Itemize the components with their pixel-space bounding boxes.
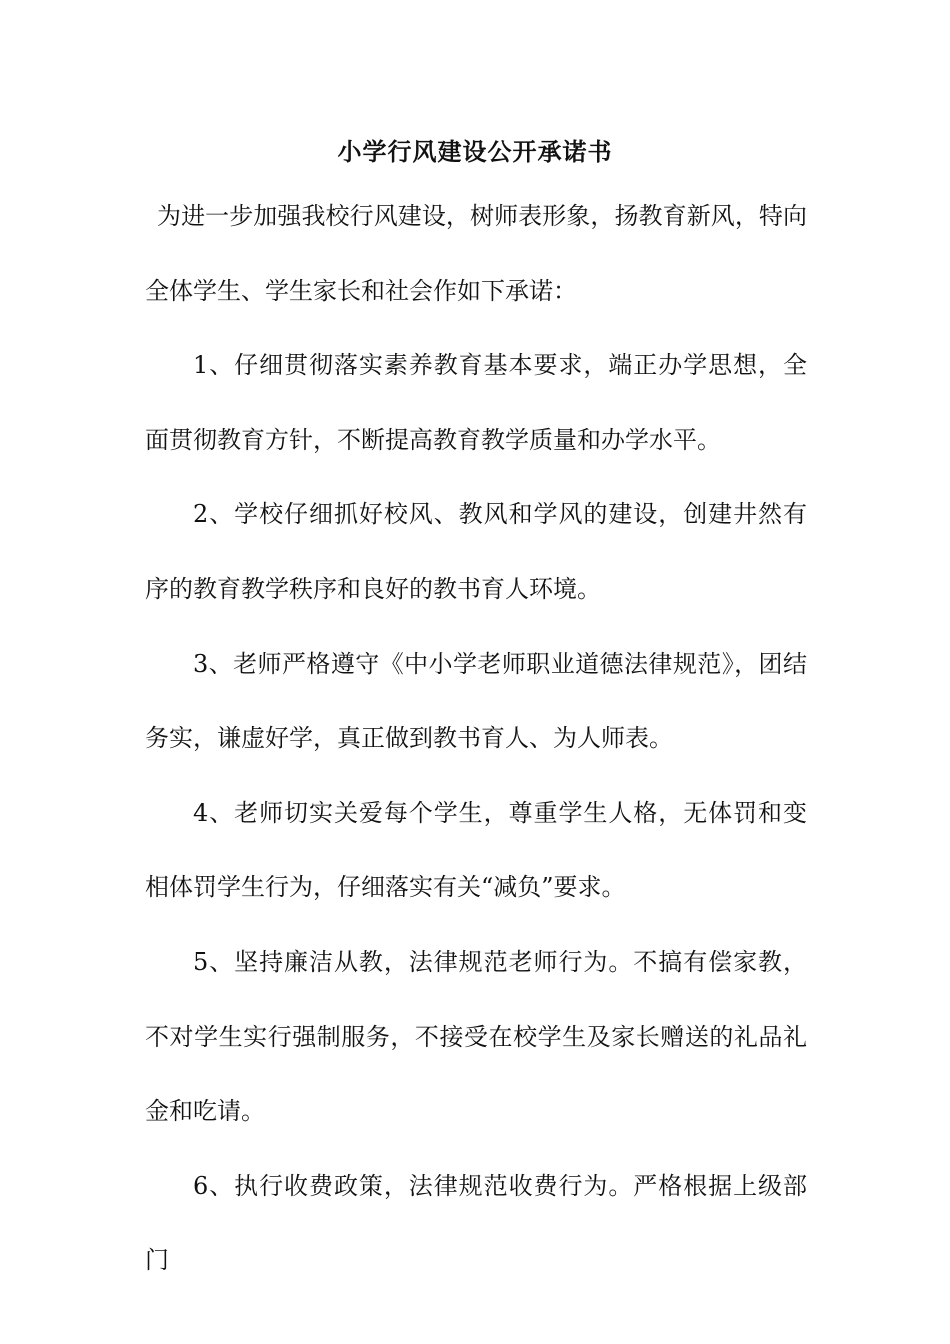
pledge-item-1: 1、仔细贯彻落实素养教育基本要求，端正办学思想，全面贯彻教育方针，不断提高教育教学质量和办学水平。 xyxy=(145,351,807,454)
intro-paragraph: 为进一步加强我校行风建设，树师表形象，扬教育新风，特向全体学生、学生家长和社会作如下承诺： xyxy=(145,202,807,305)
document-title: 小学行风建设公开承诺书 xyxy=(337,137,613,166)
pledge-item-6: 6、执行收费政策，法律规范收费行为。严格根据上级部门 xyxy=(145,1171,807,1275)
pledge-item-3: 3、老师严格遵守《中小学老师职业道德法律规范》，团结务实，谦虚好学，真正做到教书育人、为人师表。 xyxy=(145,649,807,753)
pledge-item-4: 4、老师切实关爱每个学生，尊重学生人格，无体罚和变相体罚学生行为，仔细落实有关“减负”要求。 xyxy=(145,798,807,902)
document-body xyxy=(145,179,807,1298)
pledge-item-2: 2、学校仔细抓好校风、教风和学风的建设，创建井然有序的教育教学秩序和良好的教书育人环境。 xyxy=(145,500,807,603)
pledge-item-5: 5、坚持廉洁从教，法律规范老师行为。不搞有偿家教，不对学生实行强制服务，不接受在校学生及家长赠送的礼品礼金和吃请。 xyxy=(145,947,807,1126)
